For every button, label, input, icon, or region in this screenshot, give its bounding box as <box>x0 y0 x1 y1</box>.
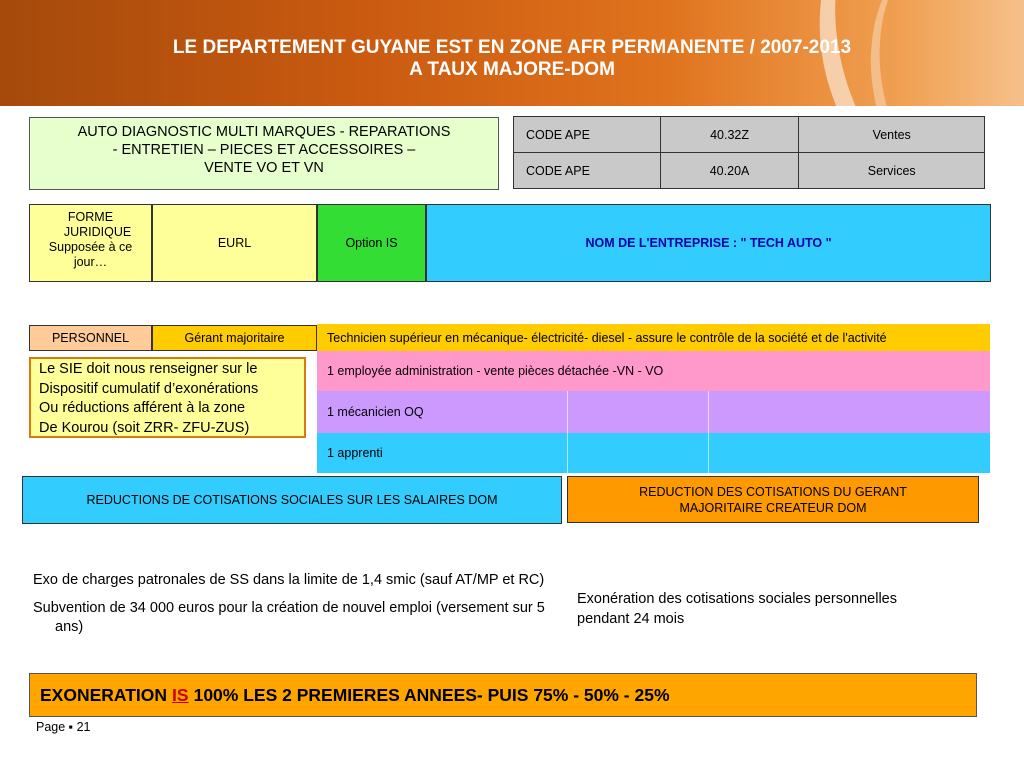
list-item <box>317 433 990 473</box>
list-item <box>317 391 990 433</box>
list-item: Exo de charges patronales de SS dans la limite de 1,4 smic (sauf AT/MP et RC) <box>33 572 545 588</box>
forme-label-line: FORME <box>67 210 114 224</box>
cell-divider <box>567 433 568 473</box>
list-item <box>317 351 990 391</box>
staff-text: 1 employée administration - vente pièces détachée -VN - VO <box>327 364 664 378</box>
ape-code-cell: 40.20A <box>660 153 799 189</box>
ape-code-cell: 40.32Z <box>660 117 799 153</box>
activity-description-box <box>29 117 499 190</box>
slide-title <box>0 37 1024 81</box>
ape-type-cell: Services <box>799 153 985 189</box>
exoneration-is-banner <box>29 673 977 717</box>
staff-text: Technicien supérieur en mécanique- électricité- diesel - assure le contrôle de la société et de l'activité <box>327 330 887 345</box>
slide-title-line2: A TAUX MAJORE-DOM <box>409 59 615 80</box>
cell-divider <box>708 433 709 473</box>
salaires-exoneration-list <box>33 571 553 646</box>
reduction-gerant-header: REDUCTION DES COTISATIONS DU GERANT MAJORITAIRE CREATEUR DOM <box>567 476 979 523</box>
sie-note-line: Le SIE doit nous renseigner sur le <box>39 361 258 377</box>
ape-type-cell: Ventes <box>799 117 985 153</box>
forme-juridique-value: EURL <box>152 204 317 282</box>
staff-text: 1 mécanicien OQ <box>327 405 424 419</box>
sie-note-box <box>29 357 306 438</box>
list-item: Subvention de 34 000 euros pour la création de nouvel emploi (versement sur 5 ans) <box>33 600 545 635</box>
ape-code-table <box>513 116 985 189</box>
page-number: Page ▪ 21 <box>36 720 91 734</box>
header-banner <box>0 0 1024 106</box>
ape-label-cell: CODE APE <box>514 117 661 153</box>
table-row <box>514 153 985 189</box>
exo-is-prefix: EXONERATION <box>40 684 168 705</box>
activity-line3: VENTE VO ET VN <box>204 160 324 176</box>
forme-label-line: Supposée à ce <box>48 240 133 254</box>
sie-note-line: Dispositif cumulatif d’exonérations <box>39 380 259 397</box>
table-row <box>514 117 985 153</box>
personnel-label: PERSONNEL <box>29 325 152 351</box>
sie-note-line: Ou réductions afférent à la zone <box>39 400 246 416</box>
forme-label-line: jour… <box>73 255 108 269</box>
exo-is-suffix: 100% LES 2 PREMIERES ANNEES- PUIS 75% - 50% - 25% <box>193 684 670 705</box>
activity-line1: AUTO DIAGNOSTIC MULTI MARQUES - REPARATIONS <box>77 124 451 140</box>
slide-title-line1: LE DEPARTEMENT GUYANE EST EN ZONE AFR PERMANENTE / 2007-2013 <box>172 37 852 58</box>
gerant-majoritaire-cell: Gérant majoritaire <box>152 325 317 351</box>
forme-juridique-label <box>29 204 152 282</box>
company-name-cell: NOM DE L'ENTREPRISE : " TECH AUTO " <box>426 204 991 282</box>
exo-is-highlight: IS <box>172 684 189 705</box>
forme-label-line: JURIDIQUE <box>63 225 132 239</box>
cell-divider <box>708 391 709 433</box>
option-is-cell: Option IS <box>317 204 426 282</box>
sie-note-line: De Kourou (soit ZRR- ZFU-ZUS) <box>39 419 250 436</box>
staff-text: 1 apprenti <box>327 446 383 460</box>
activity-line2: - ENTRETIEN – PIECES ET ACCESSOIRES – <box>112 142 416 158</box>
reduction-salaires-header: REDUCTIONS DE COTISATIONS SOCIALES SUR LES SALAIRES DOM <box>22 476 562 524</box>
list-item <box>317 324 990 351</box>
gerant-exoneration-text: Exonération des cotisations sociales personnelles pendant 24 mois <box>577 591 897 627</box>
cell-divider <box>567 391 568 433</box>
ape-label-cell: CODE APE <box>514 153 661 189</box>
